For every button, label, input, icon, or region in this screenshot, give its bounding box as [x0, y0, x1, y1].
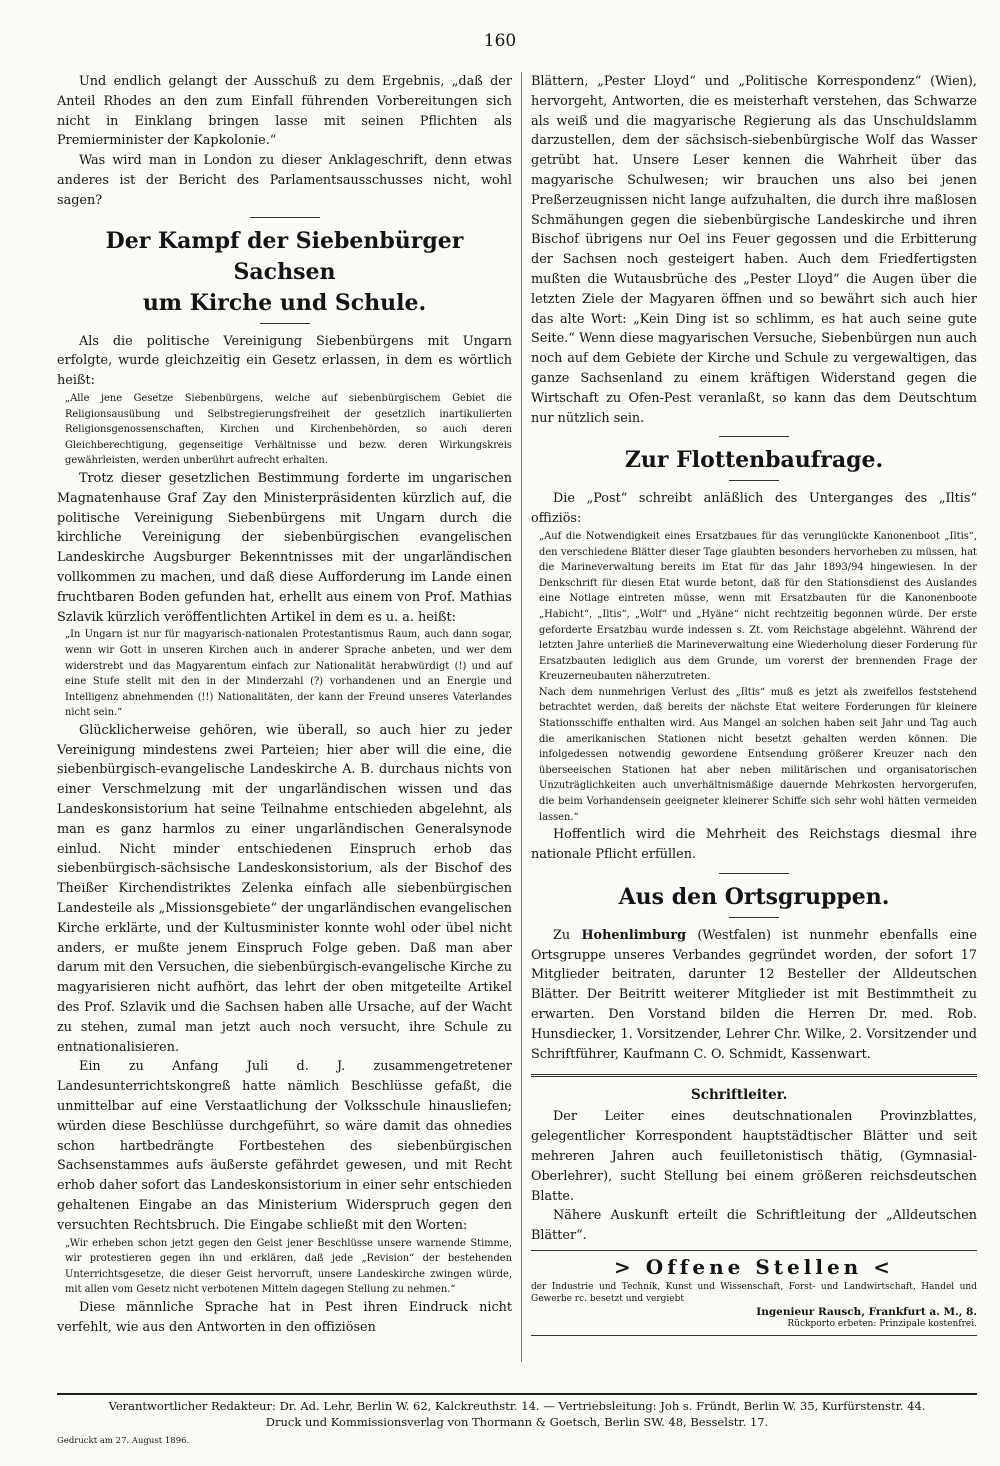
article-paragraph-4: Ein zu Anfang Juli d. J. zusammengetretener Landesunterrichtskongreß hatte nämlich Beschlüsse gefaßt, die unmittelbar auf eine Verstaatlichung der Volksschule hinausliefen; würden diese Beschlüsse durchgeführt, so wäre damit das ohnedies schon hartbedrängte Fortbestehen des siebenbürgischen Sachsenstammes aufs äußerste gefährdet gewesen, und mit Recht erhob daher sofort das Landeskonsistorium in einer sehr entschieden gehaltenen Eingabe an das Ministerium Widerspruch gegen den versuchten Rechtsbruch. Die Eingabe schließt mit den Worten: — [57, 1059, 512, 1233]
ad-offene-stellen-sign: Ingenieur Rausch, Frankfurt a. M., 8. — [756, 1305, 977, 1318]
ad-offene-stellen-note: Rückporto erbeten: Prinzipale kostenfrei. — [787, 1319, 977, 1330]
ortsgruppen-place: Hohenlimburg — [581, 927, 687, 943]
print-date: Gedruckt am 27. August 1896. — [57, 1436, 190, 1446]
article-heading-line2: um Kirche und Schule. — [142, 289, 427, 316]
article-paragraph-1: Als die politische Vereinigung Siebenbürgens mit Ungarn erfolgte, wurde gleichzeitig ein Gesetz erlassen, in dem es wörtlich heißt: — [57, 333, 512, 389]
article-quote-2: „In Ungarn ist nur für magyarisch-nationalen Protestantismus Raum, auch dann sogar, wenn wir Gott in unseren Kirchen auch in anderer Sprache anbeten, und wer dem widerstrebt und das Magyarentum einfach zur Nationalität herabwürdigt (!) und auf eine Stufe stellt mit den in der Minderzahl (?) vorhandenen und an Energie und Intelligenz abnehmenden (!!) Nationalitäten, der kann der Freund unseres Vaterlandes nicht sein.“ — [65, 629, 512, 719]
flotten-quote-1: „Auf die Notwendigkeit eines Ersatzbaues für das verunglückte Kanonenboot „Iltis“, den verschiedene Blätter dieser Tage glaubten besonders hervorheben zu müssen, hat die Marineverwaltung bereits im Etat für das Jahr 1893/94 hingewiesen. In der Denkschrift für diesen Etat wurde betont, daß für den Stationsdienst des Auslandes eine Notlage eintreten müsse, wenn mit Ersatzbauten für die Kanonenboote „Habicht“, „Iltis“, „Wolf“ und „Hyäne“ nicht rechtzeitig begonnen würde. Der erste geforderte Ersatzbau wurde indessen s. Zt. vom Reichstage abgelehnt. Während der letzten Jahre unterließ die Marineverwaltung eine Wiederholung dieser Forderung für Ersatzbauten lediglich aus dem Grunde, um vorerst der brennenden Frage der Kreuzerneubauten näherzutreten. — [539, 530, 977, 683]
ortsgruppen-paragraph — [531, 926, 977, 1065]
advertisement-offene-stellen — [531, 1251, 977, 1336]
continued-paragraph: Blättern, „Pester Lloyd“ und „Politische Korrespondenz“ (Wien), hervorgeht, Antworten, die es meisterhaft verstehen, das Schwarze als weiß und die magyarische Regierung als das Unschuldslamm darzustellen, dem der sächsisch-siebenbürgische Wolf das Wasser getrübt hat. Unsere Leser kennen die Wahrheit über das magyarische Schulwesen; wir brauchen uns also bei jenen Preßerzeugnissen nicht lange aufzuhalten, die durch ihre maßlosen Schmähungen gegen die siebenbürgische Landeskirche und ihren Bischof übrigens nur Oel ins Feuer gegossen und die Erbitterung der Sachsen noch gesteigert haben. Auch dem Friedfertigsten mußten die Wutausbrüche des „Pester Lloyd“ die Augen über die letzten Ziele der Magyaren öffnen und so bewährt sich auch hier das alte Wort: „Kein Ding ist so schlimm, es hat auch seine gute Seite.“ Wenn diese magyarischen Versuche, Siebenbürgen nun auch noch auf dem Gebiete der Kirche und Schule zu vergewaltigen, das ganze Sachsenland zu einem kräftigen Widerstand gegen die Wirtschaft zu Ofen-Pest veranlaßt, so kann das dem Deutschtum nur nützlich sein. — [531, 74, 977, 426]
heading-rule-3 — [729, 917, 779, 918]
flotten-paragraph-2: Hoffentlich wird die Mehrheit des Reichstags diesmal ihre nationale Pflicht erfüllen. — [531, 827, 977, 863]
heading-rule — [260, 323, 310, 324]
imprint-line-1: Verantwortlicher Redakteur: Dr. Ad. Lehr, Berlin W. 62, Kalckreuthstr. 14. — Vertriebsleitung: Joh s. Fründt, Berlin W. 35, Kurfürstenstr. 44. — [108, 1399, 926, 1413]
imprint-line-2: Druck und Kommissionsverlag von Thormann & Goetsch, Berlin SW. 48, Besselstr. 17. — [265, 1415, 769, 1429]
section-rule-2 — [719, 436, 789, 437]
column-divider — [521, 72, 522, 1362]
right-column — [531, 72, 977, 1336]
ad-schriftleiter-title: Schriftleiter. — [691, 1087, 788, 1104]
ortsgruppen-heading: Aus den Ortsgruppen. — [618, 883, 890, 910]
article-quote-1: „Alle jene Gesetze Siebenbürgens, welche auf siebenbürgischem Gebiet die Religionsausübung und Selbstregierungsfreiheit der gesetzlich inartikulierten Religionsgenossenschaften, Kirchen und Kirchenbehörden, so auch deren Gleichberechtigung, gegenseitige Verhältnisse und bezw. deren Wirkungskreis gewährleisten, werden unberührt aufrecht erhalten. — [65, 392, 512, 467]
intro-paragraph-1: Und endlich gelangt der Ausschuß zu dem Ergebnis, „daß der Anteil Rhodes an den zum Einfall führenden Vorbereitungen sich nicht in Einklang bringen lasse mit seinen Pflichten als Premierminister der Kapkolonie.“ — [57, 74, 512, 149]
article-paragraph-3: Glücklicherweise gehören, wie überall, so auch hier zu jeder Vereinigung mindestens zwei Parteien; hier aber will die eine, die siebenbürgisch-evangelische Landeskirche A. B. durchaus nichts von einer Verschmelzung mit der ungarländischen wissen und das Landeskonsistorium hat seine Teilnahme entschieden abgelehnt, als man es ganz harmlos zu einer ungarländischen Generalsynode einlud. Nicht minder entschiedenen Einspruch erhob das siebenbürgisch-sächsische Landeskonsistorium, als der Bischof des Theißer Kirchendistriktes Zelenka einfach alle siebenbürgischen Landesteile als „Missionsgebiete“ der ungarländischen evangelischen Kirche erklärte, und der Kultusminister konnte wohl oder übel nicht anders, er mußte jenem Einspruch Folge geben. Daß man aber darum mit den Versuchen, die siebenbürgisch-evangelische Kirche zu magyarisieren nicht aufhört, das lehrt der oben mitgeteilte Artikel des Prof. Szlavik und die Sachsen haben alle Ursache, auf der Wacht zu stehen, zumal man jetzt auch noch versucht, ihre Schule zu entnationalisieren. — [57, 722, 513, 1055]
flotten-paragraph-1: Die „Post“ schreibt anläßlich des Unterganges des „Iltis“ offiziös: — [531, 491, 977, 527]
ortsgruppen-lead: Zu — [553, 927, 571, 943]
left-column — [57, 72, 512, 1338]
ad-schriftleiter-contact: Nähere Auskunft erteilt die Schriftleitung der „Alldeutschen Blätter“. — [531, 1208, 977, 1244]
ad-offene-stellen-title: > Offene Stellen < — [614, 1254, 894, 1279]
ad-schriftleiter-text: Der Leiter eines deutschnationalen Provinzblattes, gelegentlicher Korrespondent hauptstädtischer Blätter und seit mehreren Jahren auch feuilletonistisch thätig, (Gymnasial-Oberlehrer), sucht Stellung bei einem größeren reichsdeutschen Blatte. — [531, 1109, 977, 1204]
article-quote-3: „Wir erheben schon jetzt gegen den Geist jener Beschlüsse unsere warnende Stimme, wir protestieren gegen ihn und erklären, daß jede „Revision“ der bestehenden Unterrichtsgesetze, die dieser Geist hervorruft, unsere Landeskirche zwingen würde, mit allen vom Gesetz nicht verbotenen Mitteln dagegen Stellung zu nehmen.“ — [65, 1237, 512, 1296]
flotten-heading: Zur Flottenbaufrage. — [624, 447, 884, 474]
imprint-footer — [57, 1393, 977, 1446]
article-paragraph-5: Diese männliche Sprache hat in Pest ihren Eindruck nicht verfehlt, wie aus den Antworten in den offiziösen — [57, 1299, 512, 1335]
ortsgruppen-text: (Westfalen) ist nunmehr ebenfalls eine Ortsgruppe unseres Verbandes gegründet worden, der sofort 17 Mitglieder beitraten, darunter 12 Besteller der Alldeutschen Blätter. Der Beitritt weiterer Mitglieder ist mit Bestimmtheit zu erwarten. Den Vorstand bilden die Herren Dr. med. Rob. Hunsdiecker, 1. Vorsitzender, Lehrer Chr. Wilke, 2. Vorsitzender und Schriftführer, Kaufmann C. O. Schmidt, Kassenwart. — [531, 927, 977, 1062]
article-heading-line1: Der Kampf der Siebenbürger Sachsen — [105, 227, 464, 285]
intro-paragraph-2: Was wird man in London zu dieser Anklageschrift, denn etwas anderes ist der Bericht des Parlamentsausschusses nicht, wohl sagen? — [57, 153, 512, 208]
ad-offene-stellen-title-text: Offene Stellen — [645, 1254, 863, 1279]
section-rule — [250, 217, 320, 218]
page-number: 160 — [483, 31, 517, 51]
article-paragraph-2: Trotz dieser gesetzlichen Bestimmung forderte im ungarischen Magnatenhause Graf Zay den Ministerpräsidenten kürzlich auf, die politische Vereinigung Siebenbürgens mit Ungarn durch die kirchliche Vereinigung der siebenbürgischen evangelischen Landeskirche Augsburger Bekenntnisses mit der ungarländischen vollkommen zu machen, und daß diese Aufforderung im Lande einen fruchtbaren Boden gefunden hat, erhellt aus einem von Prof. Mathias Szlavik kürzlich veröffentlichten Artikel in dem es u. a. heißt: — [57, 470, 512, 625]
heading-rule-2 — [729, 480, 779, 481]
ad-offene-stellen-text: der Industrie und Technik, Kunst und Wissenschaft, Forst- und Landwirtschaft, Handel und Gewerbe rc. besetzt und vergiebt — [531, 1281, 977, 1305]
advertisement-schriftleiter — [531, 1074, 977, 1251]
section-rule-3 — [719, 873, 789, 874]
flotten-quote-2: Nach dem nunmehrigen Verlust des „Iltis“ muß es jetzt als zweifellos feststehend betrachtet werden, daß bereits der nächste Etat weitere Forderungen für kleinere Stationsschiffe enthalten wird. Aus Mangel an solchen haben seit Jahr und Tag auch die amerikanischen Stationen nicht besetzt gehalten werden können. Die infolgedessen notwendig gewordene Entsendung größerer Kreuzer nach den überseeischen Stationen hat aber neben militärischen und organisatorischen Unzuträglichkeiten auch unverhältnismäßige dauernde Mehrkosten hervorgerufen, die beim Vorhandensein geeigneter kleinerer Schiffe sich sehr wohl hätten vermeiden lassen.“ — [539, 686, 977, 823]
